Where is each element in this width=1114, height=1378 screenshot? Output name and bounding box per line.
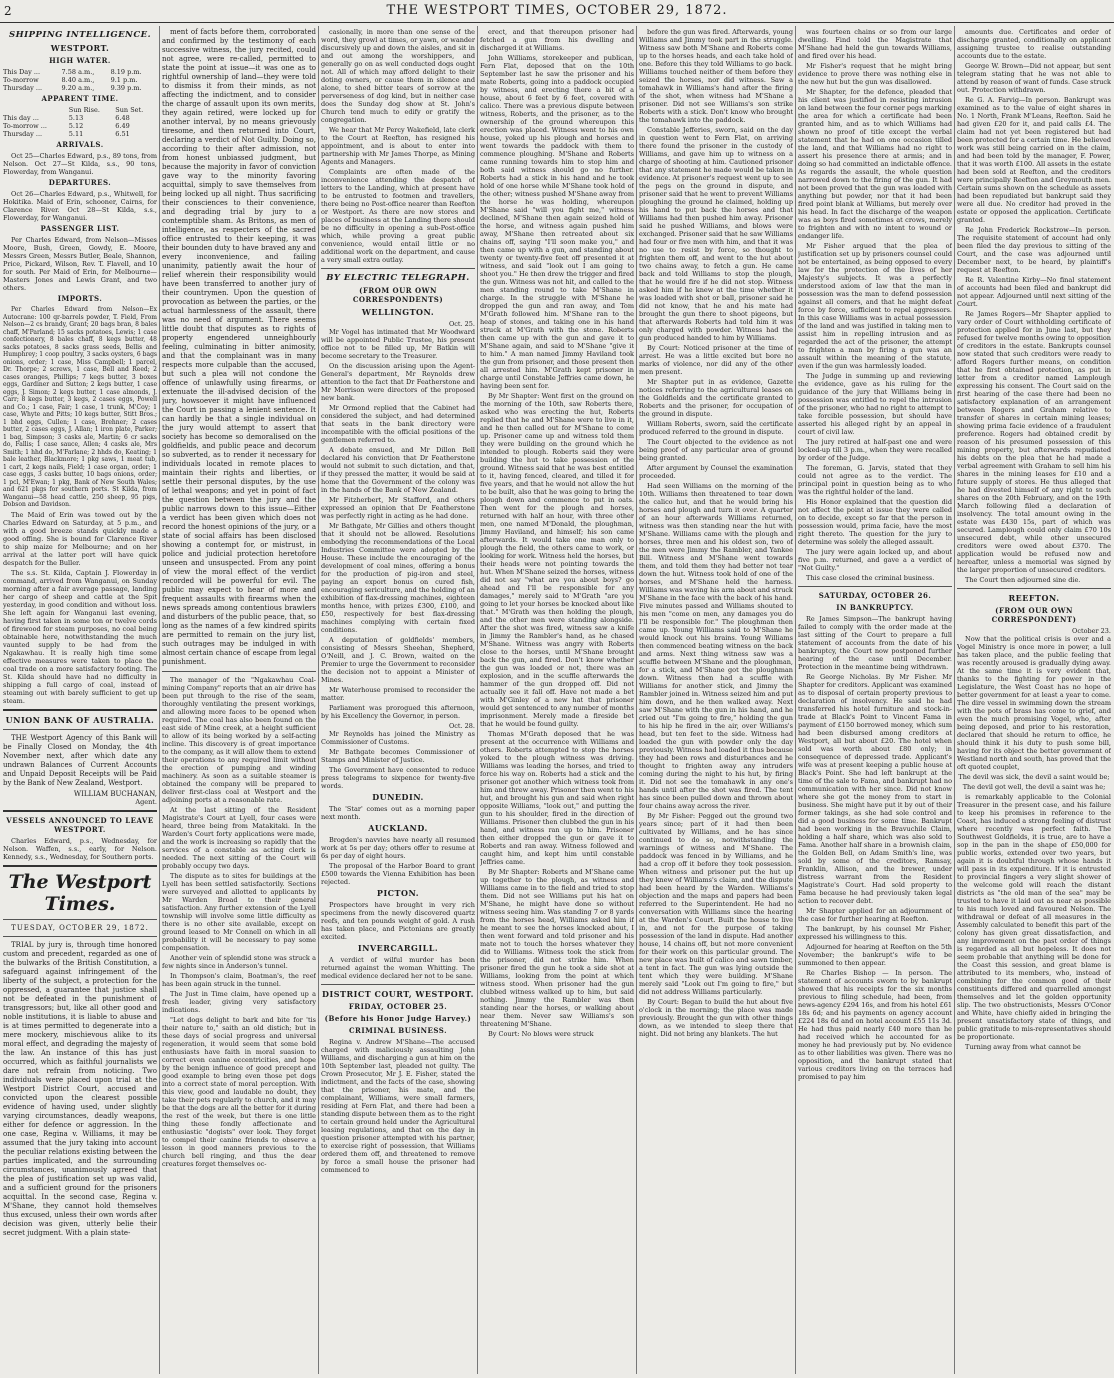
table-cell: 9.39 p.m. bbox=[110, 84, 142, 92]
news-paragraph: Mr Shapter put in as evidence, Gazette notices referring to the agricultural leases on the Goldfields and the certificate granted to Roberts and the prisoner, for occupation of the ground in dispute. bbox=[639, 378, 793, 418]
news-paragraph: The Court objected to the evidence as not being proof of any particular area of ground being granted. bbox=[639, 438, 793, 462]
news-paragraph: By Court: Noticed prisoner at the time of arrest. He was a little excited but bore no marks of violence, nor did any of the other men present. bbox=[639, 344, 793, 376]
column-rule bbox=[477, 26, 478, 1374]
divider bbox=[3, 865, 157, 867]
union-bank-signature: WILLIAM BUCHANAN, bbox=[73, 789, 157, 798]
column-rule bbox=[636, 26, 637, 1374]
column-7 bbox=[957, 28, 1111, 1372]
divider bbox=[3, 810, 157, 812]
leader-article: TRIAL by jury is, through time honored custom and precedent, regarded as one of the bulwarks of the British Constitution, a safeguard against infringement of the liberty of the subject, a protection for the oppressed, a guarantee that justice shall not be defeated in the punishment of transgressors; but, like all other good and noble institutions, it is liable to abuse and is at times permitted to degenerate into a mere mockery, mischievous alike to its moral effect, and degrading the majesty of the law. An instance of this has just occurred, which as faithful journalists we dare not refrain from noticing. Two individuals were placed upon trial at the Westport District Court, accused and convicted upon the clearest possible evidence of having used, under slightly varying circumstances, deadly weapons, either for defence or aggression. In the one case, Regina v. Williams, it may be assumed that the jury taking into account the peculiar relations existing between the parties implicated, and the surrounding circumstances, unanimously agreed that the plea of justification set up was valid, and a sufficient ground for the prisoners acquittal. In the second case, Regina v. M'Shane, they cannot hold themselves thus excused, unless their own words after decision was given, utterly belie their secret judgment. With a plain state- bbox=[3, 940, 157, 1237]
news-paragraph: His Honor explained that the question did not affect the point at issue they were called on to decide, except so far that the person in possession would, prima facie, have the most right thereto. The question for the jury to determine was solely the alleged assault. bbox=[798, 498, 952, 546]
dateline: Oct. 25. bbox=[448, 320, 475, 328]
news-paragraph: By Mr Shapter: Went first on the ground on the morning of the 10th, saw Roberts there, asked who was erecting the hut, Roberts replied that he and M'Shane were to live in it, and he then called out for M'Shane to come up. Prisoner came up and witness told them they were building on the ground which he intended to plough. Roberts said they were building the hut to take possession of the ground. Witness said that he was best entitled to it, having fenced, cleared, and tilled it for five years, and that he would not allow the hut to be built, also that he was going to bring the plough down and commence to put in oats. Then went for the plough and horses, returned with half an hour, with three other men, one named M'Donald, the ploughman, Jimmy Haviland, and himself; his son came afterwards. It would take one man only to plough the field, the others came to work, or looking for work. Witness held the horses, but their heads were not pointing towards the hut. When M'Shane seized the horses, witness did not say "what are you about boys? go ahead and I'll be responsible for any damages," merely said to M'Grath "are you going to let your horses be knocked about like that." M'Grath was then holding the plough, and the other men were standing alongside. After the shot was fired, witness saw a knife in Jimmy the Rambler's hand, as he chased M'Shane. Witness was angry with Roberts close to the horses, until M'Shane brought back the gun, and fired. Don't know whether the gun was loaded or not, there was an explosion, and in the scuffle afterwards the hammer of the gun dropped off. Did not actually see it fall off. Have not made a bet with M'Ginley of a new hat that prisoner would get sentenced to any number of months imprisonment. Merely made a fireside bet that he would be found guilty. bbox=[480, 392, 634, 728]
news-paragraph: In Thompson's claim, Boatman's, the reef has been again struck in the tunnel. bbox=[162, 972, 316, 988]
news-paragraph: A deputation of goldfields' members, consisting of Messrs Sheehan, Shepherd, O'Neill, and J. C. Brown, waited on the Premier to urge the Government to reconsider the decision not to appoint a Minister of Mines. bbox=[321, 636, 475, 684]
column-rule bbox=[318, 26, 319, 1374]
reefton-subheading: (FROM OUR OWN CORRESPONDENT) bbox=[991, 606, 1077, 624]
table-cell: 5.11 bbox=[68, 130, 84, 138]
verse-line: The devil was sick, the devil a saint would be; bbox=[958, 773, 1110, 781]
issue-dateline: TUESDAY, OCTOBER 29, 1872. bbox=[11, 923, 149, 932]
news-paragraph: Brogden's navvies have nearly all resumed work at 5s per day; others offer to resume at 6s per day of eight hours. bbox=[321, 836, 475, 860]
sun-table bbox=[3, 106, 157, 138]
news-paragraph: Mr Shapter, for the defence, pleaded that his client was justified in resisting intrusion on land between the four corner pegs marking the area for which a certificate had been granted him, and as to which Williams had shown no proof of title except the verbal statement that he had on one occasion tilled the land, and that Williams had no right to assert his presence there at armis; and in doing so had committed an indictable offence. As regards the assault, the whole question narrowed down to the firing of the gun. It had not been proved that the gun was loaded with anything but powder, nor that it had been fired point blank at Williams, but merely over his head. In fact the discharge of the weapon was as boys fired sometimes at crows, merely to frighten and with no intent to wound or endanger life. bbox=[798, 88, 952, 240]
maid-of-erin-paragraph: The Maid of Erin was towed out by the Charles Edward on Saturday, at 5 p.m., and with a good breeze stands quickly made a good offing. She is bound for Clarence River to ship maize for Melbourne; and on her arrival at the latter port will have quick despatch for the Buller. bbox=[3, 510, 157, 567]
news-paragraph: "Let dogs delight to bark and bite for 'tis their nature to," saith an old distich; but in these days of social progress and universal regeneration, it would seem that some bold enthusiasts have faith in moral suasion to correct even canine eccentricities, and hope by the benign influence of good precept and good example to bring even those pet dogs into a correct state of moral perception. With this view, good and laudable no doubt, they take their pets regularly to church, and it may be that the dogs are all the better for it during the rest of the week, but there is one little thing these fondly affectionate and enthusiastic "dogists" over look. They forget to compel their canine friends to observe a lesson in good manners previous to the church bell ringing, and thus the dear creatures forget themselves oc- bbox=[162, 1016, 316, 1168]
arrivals-heading: ARRIVALS. bbox=[56, 140, 104, 149]
divider bbox=[3, 729, 157, 730]
union-bank-signature-title: Agent. bbox=[135, 797, 157, 806]
table-cell: 6.51 bbox=[115, 130, 130, 138]
news-paragraph: Re Charles Bishop — In person. The statement of accounts sworn to by bankrupt showed that his receipts for the six months previous to filing schedule, had been, from news-agency £294 16s, and from his hotel £61 18s 6d; and his payments on agency account £224 18s 6d and on hotel account £55 11s 3d. He had thus paid nearly £40 more than he had received which he accounted for as money he had previously put by. No evidence as to other liabilities was given. There was no opposition, and the bankrupt stated that various creditors living on the terraces had promised to pay him bbox=[798, 969, 952, 1081]
news-paragraph: erect, and that thereupon prisoner had fetched a gun from his dwelling and discharged it at Williams. bbox=[480, 28, 634, 52]
news-paragraph: Prospectors have brought in very rich specimens from the newly discovered quartz reefs, and ten pounds weight of gold. A rush has taken place, and Pictonians are greatly excited. bbox=[321, 901, 475, 941]
news-paragraph: Mr Reynolds has joined the Ministry as Commissioner of Customs. bbox=[321, 730, 475, 746]
news-paragraph: The Just in Time claim, have opened up a fresh leader, giving very satisfactory indications. bbox=[162, 990, 316, 1014]
table-cell bbox=[3, 106, 69, 114]
column-2 bbox=[162, 28, 316, 1372]
news-paragraph: Turning away from what cannot be bbox=[965, 1043, 1081, 1051]
news-paragraph: George W. Brown—Did not appear, but sent telegram stating that he was not able to attend by reason of want of funds. Case struck out. Protection withdrawn. bbox=[957, 62, 1111, 94]
westport-heading: WESTPORT. bbox=[50, 43, 110, 53]
table-row bbox=[3, 68, 157, 76]
departures-text: Oct 26—Charles Edward, p.s., Whitwell, for Hokitika. Maid of Erin, schooner, Cairns, for Clarence River. Oct 28—St Kilda, s.s., Flowerday, for Wanganui. bbox=[3, 190, 157, 222]
table-cell: 6.49 bbox=[115, 122, 130, 130]
column-rule bbox=[159, 26, 160, 1374]
news-paragraph: The manager of the "Ngakawhau Coal-mining Company" reports that an air drive has been put through to the rise of the seam, thoroughly ventilating the present workings, and allowing more faces to be opened when required. The coal has also been found on the east side of Mine creek, at a height sufficient to allow of its being worked by a self-acting incline. This discovery is of great importance to the company, as it will allow them to extend their operations to any required limit without the erection of pumping and winding machinery. As soon as a suitable steamer is obtained the company will be prepared to deliver first-class coal at Westport and the adjoining ports at a reasonable rate. bbox=[162, 676, 316, 804]
news-paragraph: Regina v. Andrew M'Shane—The accused charged with maliciously assaulting John Williams, and discharging a gun at him on the 10th September last, pleaded not guilty. The Crown Prosecutor, Mr J. E. Fisher, stated the indictment, and the facts of the case, showing that the prisoner, his mate, and the complainant, Williams, were small farmers, residing at Fern Flat, and there had been a standing dispute between them as to the right to certain ground held under the Agricultural leasing regulations, and that on the day in question prisoner attempted with his partner, to exercise right of possession, that Williams ordered them off, and threatened to remove by force a small house the prisoner had commenced to bbox=[321, 1038, 475, 1174]
news-paragraph: William Roberts, sworn, said the certificate produced referred to the ground in dispute. bbox=[639, 420, 793, 436]
news-paragraph: Re G. A. Farvig—In person. Bankrupt was examined as to the value of eight shares in No. 1 North, Frank M'Leans, Reefton. Said he had given £20 for it, and paid calls £4. The claim had not yet been registered but had been protected for a certain time. He believed work was still being carried on in the claim, and had been told by the manager, F. Power, that it was worth £100. All assets in the estate had been sold at Reefton, and the creditors were principally Reefton and Greymouth men. Certain sums shown on the schedule as assets had been repudiated but bankrupt said they were all due. No creditor had proved in the estate or opposed the application. Certificate granted. bbox=[957, 96, 1111, 224]
news-paragraph: A debate ensued, and Mr Dillon Bell declared his conviction that Dr Featherstone would not submit to such dictation, and that, if they pressed the matter, it would be said at home that the Government of the colony was in the hands of the Bank of New Zealand. bbox=[321, 446, 475, 494]
divider bbox=[321, 984, 475, 985]
criminal-business-heading: CRIMINAL BUSINESS. bbox=[348, 1026, 448, 1035]
news-paragraph: We hear that Mr Percy Wakefield, late clerk to the Court at Reefton, has resigned his appointment, and is about to enter into partnership with Mr James Thorpe, as Mining Agents and Managers. bbox=[321, 126, 475, 166]
table-cell: 6.48 bbox=[115, 114, 130, 122]
news-paragraph: Mr Waterhouse promised to reconsider the matter. bbox=[321, 686, 475, 702]
table-cell: 5.12 bbox=[68, 122, 84, 130]
saturday-heading: SATURDAY, OCTOBER 26. bbox=[818, 591, 932, 600]
news-paragraph: Re George Nicholas. By Mr Fisher. Mr Shapter for creditors. Applicant was examined as to disposal of certain property previous to declaration of insolvency. He said he had transferred his hotel furniture and stock-in-trade at Black's Point to Vincent Fama in payment of £150 borrowed money, which sum had been disbursed among creditors at Westport, all but about £20. The hotel when sold was worth about £80 only; in consequence of depressed trade. Applicant's wife was at present keeping a public house at Black's Point. She had left bankrupt at the time of the sale to Fama, and bankrupt had no communication with her since. Did not know where she got the money from to start in business. She might have put it by out of their former takings, as she had sole control and did a good business for some time. Bankrupt had been working in the Bravuchile Claim, holding a half share, which was also sold to Fama. Another half share in a brownish claim, the Golden Bell, on Adam Smith's line, was sold by some of the creditors, Ramsay, Franklin, Allison, and the brewer, under distress warrant from the Resident Magistrate's Court. Had sold property to Fama because he had previously taken legal action to recover debt. bbox=[798, 673, 952, 905]
news-paragraph: Mr Fisher's request that he might bring evidence to prove there was nothing else in the new hut but the gun was disallowed. bbox=[798, 62, 952, 86]
divider bbox=[3, 936, 157, 937]
column-5 bbox=[639, 28, 793, 1372]
newspaper-nameplate: The Westport Times. bbox=[8, 870, 152, 915]
table-row bbox=[3, 114, 157, 122]
telegraph-heading: BY ELECTRIC TELEGRAPH. bbox=[326, 273, 470, 283]
table-row bbox=[3, 106, 157, 114]
news-paragraph: Re James Simpson—The bankrupt having failed to comply with the order made at the last sitting of the Court to prepare a full statement of accounts from the date of his bankruptcy, the Court now postponed further hearing of the case until December. Protection in the meantime being withdrawn. bbox=[798, 615, 952, 671]
dateline: Oct. 28. bbox=[448, 722, 475, 730]
news-paragraph: Mr Fisher argued that the plea of justification set up by prisoners counsel could not be entertained, as being opposed to every law for the protection of the lives of her Majesty's subjects. It was a perfectly understood axiom of law that the man in possession was the man to defend possession against all comers, and that he might defeat force by force, sufficient to repel aggressors. In this case Williams was in actual possession of the land and was justified in taking men to assist him in repelling intrusion and as regarded the act of the prisoner, the attempt to frighten a man by firing a gun was an assault within the meaning of the statute, even if the gun was harmlessly loaded. bbox=[798, 242, 952, 370]
news-paragraph: After argument by Counsel the examination proceeded. bbox=[639, 464, 793, 480]
news-paragraph: before the gun was fired. Afterwards, young Williams and Jimmy took part in the struggle. Witness saw both M'Shane and Roberts come up to the horses heads, and each take hold of one. Before this they told Williams to go back. Williams touched neither of them before they seized the horses, nor did witness. Saw a tomahawk in Williams's hand after the firing of the shot, when witness had M'Shane a prisoner. Did not see Williams's son strike Roberts with a stick. Don't know who brought the tomahawk into the paddock. bbox=[639, 28, 793, 124]
passenger-text: Per Charles Edward, from Nelson—Misses Moore, Bush, Green, Gowdy, E. Moore, Messrs Green, Messrs Butler, Beale, Shannon, Price, Pickard, Wilson, Rev. T. Flavell, and 10 for south. Per Maid of Erin, for Melbourne—Masters Jones and Lewis Grant, and two others. bbox=[3, 236, 157, 292]
news-paragraph: At the last sitting of the Resident Magistrate's Court at Lyell, four cases were heard, three being from Matakitaki. In the Warden's Court forty applications were made, and the work is increasing so rapidly that the services of a constable as acting clerk is needed. The next sitting of the Court will probably occupy two days. bbox=[162, 806, 316, 870]
news-paragraph: casionally, in more than one sense of the word, they growl at times, or yawn, or wander discursively up and down the aisles, and sit in and out among the worshippers, and generally go on as well conducted dogs ought not. All of which may afford delight to their doting owners, or cause them in silence and alone, to shed bitter tears of sorrow at the perverseness of dog kind, but in neither case does the Sunday dog show at St. John's Church tend much to edify or gratify the congregation. bbox=[321, 28, 475, 124]
news-paragraph: By Court: Began to build the hut about five o'clock in the morning; the place was made previously. Brought the gun with other things down, as we intended to sleep there that night. Did not bring any blankets. The hut bbox=[639, 998, 793, 1038]
column-rule bbox=[954, 26, 955, 1374]
wellington-heading: WELLINGTON. bbox=[361, 307, 435, 317]
dunedin-heading: DUNEDIN. bbox=[372, 792, 424, 802]
news-paragraph: A verdict of wilful murder has been returned against the woman Whitting. The medical evidence declared her not to be sane. bbox=[321, 956, 475, 980]
news-paragraph: Re James Rogers—Mr Shapter applied to vary order of Court withholding certificate of protection applied for in June last, but they refused for twelve months owing to opposition of creditors in the estate. Bankrupts counsel now stated that such creditors were ready to afford Rogers further means, on condition that he first obtained protection, as put in letter from a creditor named Lamplough expressing his consent. The Court said on the first hearing of the case there had been no satisfactory explanation of an arrangement between Rogers and Graham relative to transfer of shares in certain mining leases; showing prima facie evidence of a fraudulent preference. Rogers had obtained credit by reason of his presumed possession of this mining property, but afterwards repudiated his debts on the plea that he had made a verbal agreement with Graham to sell him his shares in the mining leases for £10 and a future supply of stores. He thus alleged that he had divested himself of any right to such shares on the 20th February, and on the 19th March following filed a declaration of insolvency. The total amount owing in the estate was £430 15s, part of which was secured. Lamplough could only claim £70 10s unsecured debt, while other unsecured creditors were owed about £370. The application would be refused now and hereafter, unless a memorial was signed by the larger proportion of unsecured creditors. bbox=[957, 310, 1111, 574]
picton-heading: PICTON. bbox=[376, 888, 420, 898]
auckland-heading: AUCKLAND. bbox=[368, 823, 428, 833]
imports-text: Per Charles Edward from Nelson—Ex Autocrane: 100 qr-barrels powder, T. Field, From Nelson—2 cs brandy, Grant; 20 bags bran, 8 bales chaff, M'Parland; 15 sacks potatoes, Lewis; 1 case confectionery, 8 bales chaff, 8 kegs butter, 48 sacks potatoes, 8 sacks grass seeds, Bellis and Humphrey; 1 coop poultry, 3 sacks oysters, 6 bags onions, order; 1 case, Miss Campbell; 1 parcel, Dr. Thorpe; 2 screws, 1 case, Bell and Reed; 2 cases oranges, Phillips; 7 kegs butter, 3 boxes eggs, Gardiner and Sutton; 2 kegs butter, 1 case eggs, J. Simon; 2 kegs butter, 1 case almonds, J. Carr; 8 kegs butter, 3 kegs, 2 cases eggs, Powell and Co.; 1 case, Fair; 1 case, 1 trunk, M'Coy; 1 case, Whyte and Pitts; 10 kegs butter, Stitt Bros.; 1 bhd eggs, Cullen; 1 case, Brehner; 2 cases butter, 2 cases eggs, J. Allan; 1 iron plate, Parker; 1 bag, Simpson; 3 casks ale, Martin; 6 cr sacks do, Fallis; 1 case sauce, Allen; 4 casks ale, Mrs Smith; 1 hhd do, M'Farlane; 2 hhds do, Keating; 1 bale leather, Blackmore; 1 pkg saws, 1 meat tub, 1 cart, 2 kegs nails, Field; 1 case organ, order; 1 case eggs, 3 casks butter, 10 bags onions, order; 1 pcl, M'Ewan; 1 pkg, Bank of New South Wales; and 621 pkgs for southern ports. St Kilda, from Wanganui—58 head cattle, 250 sheep, 95 pigs, Dobson and Davidson. bbox=[3, 306, 157, 508]
table-cell: Thursday ... bbox=[3, 130, 43, 138]
table-cell: This Day ... bbox=[3, 68, 41, 76]
news-paragraph: The jury were again locked up, and about five p.m. returned, and gave a a verdict of "Not Guilty." bbox=[798, 548, 952, 572]
news-paragraph: is remarkably applicable to the Colonial Treasurer in the present case, and his failure to keep his promises in reference to the Coast, has induced a strong feeling of distrust where recently was perfect faith. The Southwest Goldfields, it is true, are to have a sop in the pan in the shape of £50,000 for public works, extended over two years, but again it is doubtful through whose hands it will pass in its expenditure. If it is entrusted to provincial fingers a very slight shower of the welcome gold will reach the distant districts as "the old man of the sea" may be trusted to have it laid out as near as possible to his much loved and favoured Nelson. The withdrawal or defeat of all measures in the Assembly calculated to benefit this part of the colony has given great dissatisfaction, and any improvement on the past order of things is regarded as all but hopeless. It does not seem probable that anything will be done for the Coast this session, and great blame is attributed to its members, who, instead of combining for the common good of their constituents differed and quarrelled amongst themselves and let the golden opportunity slip. The two obstructionists, Messrs O'Conor and White, have chiefly aided in bringing the present unsatisfactory state of things, and public gratitude to mis-representatives should be proportionate. bbox=[957, 793, 1111, 1041]
news-paragraph: The jury retired at half-past one and were locked-up till 3 p.m., when they were recalled by order of the Judge. bbox=[798, 438, 952, 462]
news-paragraph: The bankrupt, by his counsel Mr Fisher, expressed his willingness to this. bbox=[798, 925, 952, 941]
table-cell: 9.20 a.m., bbox=[61, 84, 95, 92]
news-paragraph: Constable Jefferies, sworn, said on the day in question went to Fern Flat, on arriving there found the prisoner in the custody of Williams, and gave him up to witness on a charge of shooting at him. Cautioned prisoner that any statement he made would be taken in evidence. At prisoner's request went up to see the pegs on the ground in dispute, and prisoner said that he went to prevent Williams ploughing the ground he claimed, holding up his hand to put back the horses and that Williams had then pushed him away. Prisoner said he pushed Williams, and blows were exchanged. Prisoner said that he saw Williams had four or five men with him, and that it was no use to resist by force, so thought to frighten them off, and went to the hut about two chains away, to fetch a gun. He came back and told Williams to stop the plough, that he would fire if he did not stop. Witness asked him if he knew at the time whether it was loaded with shot or ball, prisoner said he did not know, that he and his mate had brought the gun there to shoot pigeons, but that afterwards Roberts had told him it was only charged with powder. Witness had the gun produced handed to him by Williams. bbox=[639, 126, 793, 342]
st-kilda-paragraph: The s.s. St. Kilda, Captain J. Flowerday in command, arrived from Wanganui, on Sunday morning after a fair average passage, landing her cargo of sheep and cattle at the Spit yesterday, in good condition and without loss. She left again for Wanganui last evening, having first taken in some ton or twelve cords of firewood for steam purposes, no coal being obtainable here, notwithstanding the much vaunted supply to be had from the Ngakawhau. It is really high time some effective measures were taken to place the coal trade on a more satisfactory footing. The St. Kilda should have had no difficulty in shipping a full cargo of coal, instead of steaming out with barely sufficient to get up steam. bbox=[3, 568, 157, 705]
news-paragraph: By Court: No blows were struck bbox=[488, 1030, 594, 1038]
news-paragraph: Mr Vogel has intimated that Mr Woodward will be appointed Public Trustee, his present office not to be filled up, Mr Batkin will become secretary to the Treasurer. bbox=[321, 328, 475, 360]
divider bbox=[321, 268, 475, 269]
news-paragraph: Mr Bathgate, Mr Gillies and others thought that it should not be allowed. Resolutions embodying the recommendations of the Local Industries Committee were adopted by the House. These include the encouraging of the development of coal mines, offering a bonus for the production of pig-iron and steel, paying an export bonus on cured fish, encouraging sericulture, and the holding of an exhibition of flax-dressing machines, eighteen months hence, with prizes £300, £100, and £50, respectively for best flax-dressing machines complying with certain fixed conditions. bbox=[321, 522, 475, 634]
news-paragraph: The Government have consented to reduce press telegrams to sixpence for twenty-five words. bbox=[321, 766, 475, 790]
table-cell: Sun Rise. bbox=[68, 106, 100, 114]
news-paragraph: Re John Frederick Rockstrow—In person. The requisite statement of account had only been filed the day previous to sitting of the Court, and the case was adjourned until December next, to be heard, by plaintiff's request at Reefton. bbox=[957, 226, 1111, 274]
table-cell: Sun Set. bbox=[115, 106, 144, 114]
running-title: THE WESTPORT TIMES, OCTOBER 29, 1872. bbox=[386, 3, 728, 18]
news-paragraph: The 'Star' comes out as a morning paper next month. bbox=[321, 805, 475, 821]
passenger-list-heading: PASSENGER LIST. bbox=[40, 224, 120, 233]
news-paragraph: Complaints are often made of the inconvenience attending the despatch of letters to the Landing, which at present have to be entrusted to footmen and travellers, there being no Post-office nearer than Reefton or Westport. As there are now stores and places of business at the Landing there should be no difficulty in opening a sub-Post-office which, while proving a great public convenience, would entail little or no additional work on the department, and cause a very small extra outlay. bbox=[321, 168, 475, 264]
table-cell: Thursday ... bbox=[3, 84, 43, 92]
table-cell: 9.1 p.m. bbox=[110, 76, 138, 84]
shipping-heading: SHIPPING INTELLIGENCE. bbox=[8, 30, 152, 40]
news-paragraph: Mr Fitzherbert, Mr Stafford, and others expressed an opinion that Dr Featherstone was perfectly right in acting as he had done. bbox=[321, 496, 475, 520]
imports-heading: IMPORTS. bbox=[57, 294, 103, 303]
table-cell: To-morrow bbox=[3, 76, 39, 84]
news-paragraph: The foreman, G. Jarvis, stated that they could not agree as to the verdict. The principal point in question being as to who was the rightful holder of the land. bbox=[798, 464, 952, 496]
table-cell: 8.40 a.m., bbox=[61, 76, 95, 84]
news-paragraph: The Court then adjourned sine die. bbox=[965, 576, 1081, 584]
invercargill-heading: INVERCARGILL. bbox=[357, 943, 439, 953]
news-paragraph: John Williams, storekeeper and publican, Fern Flat, deposed that on the 10th September last he saw the prisoner and his mate Roberts, going into a paddock occupied by witness, and erecting there a bit of a house, about 6 feet by 6 feet, covered with calico. There was a previous dispute between witness, Roberts, and the prisoner, as to the ownership of the ground whereupon this erection was placed. Witness went to his own house, yoked up his plough and horses and went towards the paddock with them to commence ploughing. M'Shane and Roberts came running towards him to stop him and both said witness should go no further. Roberts had a stick in his hand and he took hold of one horse while M'Shane took hold of the other; witness pushed M'Shane away from the horse he was holding, whereupon M'Shane said "will you fight me," witness declined, M'Shane then again seized hold of the horse, and witness again pushed him away, M'Shane then retreated about six chains off, saying "I'll soon make you," and then came up with a gun, and standing about twenty or twenty-five feet off presented it at witness, and said "look out I am going to shoot you." He then drew the trigger and fired the gun. Witness was not hit, and called to the men standing round to take M'Shane in charge. In the struggle with M'Shane he dropped the gun and ran away, and Tom M'Grath followed him. M'Shane ran to the heap of stones, and taking one in his hand struck at M'Grath with the stone. Roberts then came up with the gun and gave it to M'Shane again, and said to M'Shane "give it to him." A man named Jimmy Haviland took the gun from prisoner, and those present then all arrested him. M'Grath kept prisoner in charge until Constable Jeffries came down, he having been sent for. bbox=[480, 54, 634, 390]
table-row bbox=[3, 76, 157, 84]
table-cell: To-morrow ... bbox=[3, 122, 47, 130]
table-cell: 7.58 a.m., bbox=[61, 68, 95, 76]
union-bank-notice: THE Westport Agency of this Bank will be Finally Closed on Monday, the 4th November next, after which date any undrawn Balances of Current Accounts and Unpaid Deposit Receipts will be Paid by the Bank of New Zealand, Westport. bbox=[3, 733, 157, 787]
vessels-heading: VESSELS ANNOUNCED TO LEAVE WESTPORT. bbox=[6, 815, 154, 834]
news-paragraph: Re R. Valentine Kirby—No final statement of accounts had been filed and bankrupt did not appear. Adjourned until next sitting of the Court. bbox=[957, 276, 1111, 308]
high-water-table bbox=[3, 68, 157, 92]
column-4 bbox=[480, 28, 634, 1372]
table-cell: 8.19 p.m. bbox=[110, 68, 142, 76]
news-paragraph: This case closed the criminal business. bbox=[806, 574, 935, 582]
column-3 bbox=[321, 28, 475, 1372]
news-paragraph: Mr Ormond replied that the Cabinet had considered the subject, and had determined that seats in the bank directory were incompatible with the official positions of the gentlemen referred to. bbox=[321, 404, 475, 444]
news-paragraph: By Mr Shapter: Roberts and M'Shane came up together to the plough, as witness and Williams came in to the field and tried to stop them. Did not see Williams put his hat on M'Shane, he might have done so without witness seeing him. Was standing 7 or 8 yards from the horses head, Williams asked him if he meant to see the horses knocked about, I then went forward and told prisoner and his mate not to touch the horses whatever they did to Williams. Witness took the stick from the prisoner, did not strike him. When prisoner fired the gun he took a side shot at Williams, looking from the point at which witness stood. When prisoner had the gun clubbed witness walked up to him, but said nothing. Jimmy the Rambler was then standing near the horses, or walking about near them. Never saw Williams's son threatening M'Shane. bbox=[480, 868, 634, 1028]
news-paragraph: The proposal of the Harbor Board to grant £500 towards the Vienna Exhibition has been rejected. bbox=[321, 862, 475, 886]
news-paragraph: Had seen Williams on the morning of the 10th. Williams then threatened to tear down the calico hut, and that he would bring his horses and plough and turn it over. A quarter of an hour afterwards Williams returned, witness was then standing near the hut with M'Shane. Williams came with the plough and horses, three men and his oldest son, two of the men were Jimmy the Rambler, and Yankee Bill. Witness and M'Shane went towards them, and told them they had better not tear down the hut. Witness took hold of one of the horses, and M'Shane held the harness. Williams was waving his arm about and struck M'Shane in the face with the back of his hand. Five minutes passed and Williams shouted to his men "come on men, any damages you do I'll be responsible for." The ploughman then came up. Young Williams said to M'Shane he would knock out his brains. Young Williams then commenced beating witness on the back and arms. Next thing witness saw was a scuffle between M'Shane and the ploughman, for a stick, and M'Shane got the ploughman down. Witness then had a scuffle with Williams for another stick, and Jimmy the Rambler joined in. Witness seized him and put him down, and he then walked away. Next saw M'Shane with the gun in his hand, and he cried out "I'm going to fire," holding the gun to his hip he fired in the air, over Williams's head, but ten feet to the side. Witness had loaded the gun with powder only the day previously. Witness had loaded it thus because they had been rows and disturbances and he thought to frighten away any intruders coming during the night to his hut, by firing it. Did not see the tomahawk in any one's hands until after the shot was fired. The tent has since been pulled down and thrown about four chains away across the river. bbox=[639, 482, 793, 810]
news-paragraph: Another vein of splendid stone was struck a few nights since in Anderson's tunnel. bbox=[162, 954, 316, 970]
news-paragraph: was fourteen chains or so from our large dwelling. Find told the Magistrate that M'Shane had held the gun towards Williams, and fired over his head. bbox=[798, 28, 952, 60]
table-cell: 5.13 bbox=[68, 114, 84, 122]
column-1 bbox=[3, 28, 157, 1372]
news-paragraph: The Judge in summing up and reviewing the evidence, gave as his ruling for the guidance of the jury that Williams being in possession was entitled to repel the intrusion of the prisoner, who had no right to attempt to take forcible possession, but should have asserted his alleged right by an appeal in court of civil law. bbox=[798, 372, 952, 436]
divider bbox=[3, 709, 157, 711]
arrivals-text: Oct 25—Charles Edward, p.s., 89 tons, from Nelson. Oct 27—St Kilda, s.s., 90 tons, Flowerday, from Wanganui. bbox=[3, 152, 157, 176]
verse-line: The devil got well, the devil a saint was he; bbox=[962, 783, 1106, 791]
news-paragraph: Parliament was prorogued this afternoon, by his Excellency the Governor, in person. bbox=[321, 704, 475, 720]
union-bank-heading: UNION BANK OF AUSTRALIA. bbox=[5, 714, 155, 725]
bankruptcy-heading: IN BANKRUPTCY. bbox=[836, 603, 914, 612]
news-paragraph: On the discussion arising upon the Agent-General's department, Mr Reynolds drew attention to the fact that Dr Featherstone and Mr Morrison were directors of the proposed new bank. bbox=[321, 362, 475, 402]
news-paragraph: Adjourned for hearing at Reefton on the 5th November; the bankrupt's wife to be summoned to then appear. bbox=[798, 943, 952, 967]
table-cell: This day ... bbox=[3, 114, 39, 122]
reefton-heading: REEFTON. bbox=[1008, 593, 1060, 603]
departures-heading: DEPARTURES. bbox=[48, 178, 112, 187]
court-date: FRIDAY, OCTOBER 25. bbox=[348, 1002, 448, 1011]
news-paragraph: Mr Shapter applied for an adjournment of the case for further hearing at Reefton. bbox=[798, 907, 952, 923]
high-water-heading: HIGH WATER. bbox=[49, 56, 111, 65]
news-paragraph: Thomas M'Grath deposed that he was present at the occurrence with Williams and others. Roberts attempted to stop the horses yoked to the plough witness was driving. Williams was leading the horses, and tried to force his way on. Roberts had a stick and the prisoner got another which witness took from him and threw away. Prisoner then went to his hut, and brought his gun and said when right opposite Williams, "look out," and putting the gun to his shoulder, fired in the direction of Williams. Prisoner then clubbed the gun in his hand, and witness ran up to him. Prisoner then either dropped the gun or gave it to Roberts and ran away. Witness followed and caught him, and kept him until constable Jeffries came. bbox=[480, 730, 634, 866]
table-row bbox=[3, 84, 157, 92]
news-paragraph: Mr Bathgate becomes Commissioner of Stamps and Minister of Justice. bbox=[321, 748, 475, 764]
news-paragraph: The dispute as to sites for buildings at the Lyell has been settled satisfactorily. Sections were surveyed and allotted to applicants by Mr Warden Broad to their general satisfaction. Any further extension of the Lyell township will involve some little difficulty as there is no other site available, except on ground leased to Mr Connell on which in all probability it will be necessary to pay some compensation. bbox=[162, 872, 316, 952]
apparent-time-heading: APPARENT TIME. bbox=[41, 94, 119, 103]
news-paragraph: amounts due. Certificates and order of discharge granted, conditionally on applicant assigning trustee to realise outstanding accounts due to the estate. bbox=[957, 28, 1111, 60]
page-number: 2 bbox=[4, 4, 12, 18]
news-paragraph: Now that the political crisis is over and a Vogel Ministry is once more in power, a lull has taken place, and the public feeling that was recently aroused is gradually dying away. At the same time it is very evident that, thanks to the fighting for power in the Legislature, the West Coast has no hope of better government for at least a year to come. The dire vessel in swimming down the stream with the pots of brass has come to grief, and even the much promising Vogel, who, after being deposed, and prior to his restoration, declared that should he return to office, he should think it his duty to push some bill, having for its object the better government of Westland north and south, has proved that the oft quoted couplet, bbox=[957, 635, 1111, 771]
table-row bbox=[3, 130, 157, 138]
table-row bbox=[3, 122, 157, 130]
column-6 bbox=[798, 28, 952, 1372]
telegraph-subheading: (FROM OUR OWN CORRESPONDENTS) bbox=[352, 286, 444, 304]
dateline: October 23. bbox=[1071, 627, 1111, 635]
column-rule bbox=[795, 26, 796, 1374]
vessels-text: Charles Edward, p.s., Wednesday, for Nelson. Waffen, s.s., early, for Nelson. Kennedy, s.s., Wednesday, for Southern ports. bbox=[3, 836, 157, 861]
leader-continuation: ment of facts before them, corroborated and confirmed by the testimony of each successive witness, the jury recited, could not agree, were re-called, permitted to state the point at issue—it was one as to rightful ownership of land—they were told to dismiss it from their minds, as not affecting the indictment, and to consider the charge of assault upon its own merits, they again retired, were locked up for another interval, by no means grievously tiresome, and then returned into Court, declaring a verdict of Not Guilty. Doing so, according to their after admission, not from honest unbiassed judgment, but because the majority in favor of conviction gave way to the minority favoring acquittal, simply to save themselves from being locked up all night. Thus sacrificing their consciences to their convenience, and degrading trial by jury to a contemptible sham. As Britons, as men of intelligence, as respecters of the sacred office entrusted to their keeping, it was their bounden duty to have braved any and every inconvenience, and failing unanimity, patiently await the hour of relief wherein their responsibility would have been transferred to another jury of their countrymen. Upon the question of provocation as between the parties, or the actual harmlessness of the assault, there was no need of argument. There seems little doubt that disputes as to rights of property engendered unneighbourly feeling, culminating in bitter animosity, and that the complainant was in many respects more culpable than the accused, but such a plea will not condone the offence of unlawfully using firearms, or extenuate the ill-advised decision of the jury, howsoever it might have influenced the Court in passing a lenient sentence. It can hardly be that a single individual on the jury would attempt to assert that society has become so demoralised on the goldfields, and public peace and decorum so subverted, as to render it necessary for individuals located in remote places to maintain their rights and liberties, or settle their personal disputes, by the use of lethal weapons; and yet in point of fact the question between the jury and the public narrows down to this issue—Either a verdict has been given which does not record the honest opinions of the jury, or a state of social affairs has been disclosed showing a contempt for, or mistrust, in police and judicial protection heretofore unseen and unsuspected. From any point of view the moral effect of the verdict recorded will be powerful for evil. The public may expect to hear of more and frequent assaults with firearms when the news spreads among contentious brawlers and disturbers of the public peace, that, so long as the names of a few kindred spirits are permitted to remain on the jury list, such outrages may be indulged in with almost certain chance of escape from legal punishment. bbox=[162, 28, 316, 666]
court-judge: (Before his Honor Judge Harvey.) bbox=[324, 1014, 472, 1023]
district-court-heading: DISTRICT COURT, WESTPORT. bbox=[322, 989, 474, 999]
running-header bbox=[0, 0, 1114, 23]
divider bbox=[957, 588, 1111, 589]
news-paragraph: By Mr Fisher: Pegged out the ground two years since; part of it had then been cultivated by Williams, and he has since continued to do so, notwithstanding the warnings of witness and M'Shane. The paddock was fenced in by Williams, and he had a crop off it before they took possession. When witness and prisoner put the hut up they knew of Williams's claim, and the dispute had been heard by the Warden. Williams's objection and the maps and papers had been referred to the Superintendent. He had no conversation with Williams since the hearing at the Warden's Court. Built the house to live in, and not for the purpose of taking possession of the land in dispute. Had another house, 14 chains off, but not more convenient for their work on this particular ground. The new place was built of calico and sawn timber, a tent in fact. The gun was lying outside the tent which they were building. M'Shane merely said "Look out I'm going to fire," but did not address Williams particularly. bbox=[639, 812, 793, 996]
divider bbox=[3, 919, 157, 920]
divider bbox=[798, 586, 952, 587]
divider bbox=[162, 671, 316, 672]
